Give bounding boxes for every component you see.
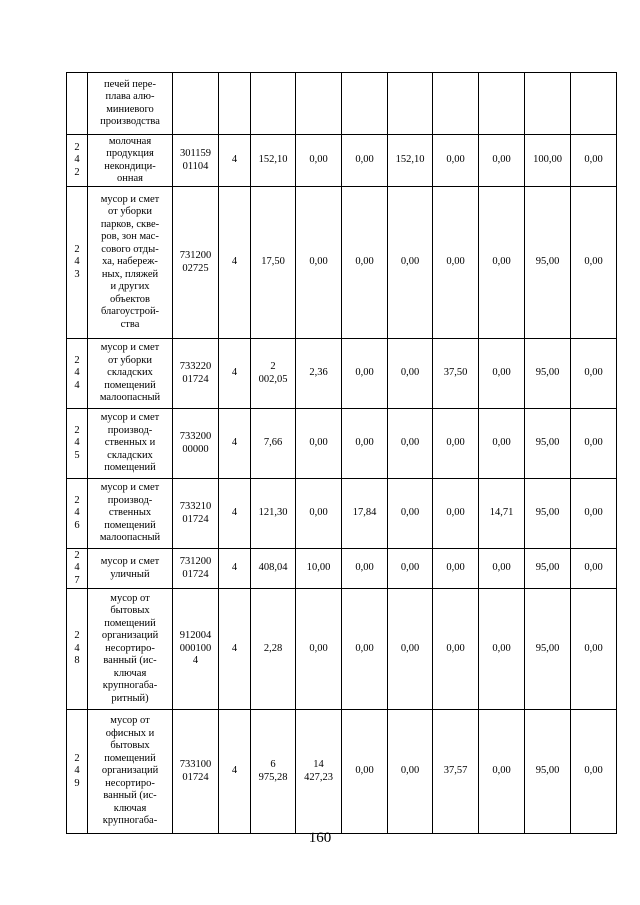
value-cell: 95,00 — [525, 479, 571, 549]
table-row — [67, 710, 617, 834]
row-number: 2 4 9 — [67, 710, 88, 834]
hazard-class: 4 — [219, 187, 251, 339]
fkko-code — [173, 73, 219, 135]
value-cell: 0,00 — [479, 187, 525, 339]
table-row — [67, 549, 617, 589]
fkko-code: 301159 01104 — [173, 135, 219, 187]
table-row — [67, 73, 617, 135]
page-number: 160 — [308, 830, 332, 846]
value-cell: 0,00 — [342, 135, 388, 187]
row-number: 2 4 4 — [67, 339, 88, 409]
waste-name: печей пере- плава алю- миниевого производства — [88, 73, 173, 135]
value-cell: 0,00 — [571, 710, 617, 834]
value-cell: 0,00 — [342, 549, 388, 589]
row-number: 2 4 8 — [67, 589, 88, 710]
value-cell: 0,00 — [342, 589, 388, 710]
value-cell: 0,00 — [388, 339, 433, 409]
table-row — [67, 589, 617, 710]
waste-name: мусор от бытовых помещений организаций несортиро- ванный (ис- ключая крупногаба- ритный) — [88, 589, 173, 710]
row-number: 2 4 5 — [67, 409, 88, 479]
waste-name: мусор и смет производ- ственных помещений малоопасный — [88, 479, 173, 549]
value-cell — [479, 73, 525, 135]
value-cell: 0,00 — [571, 409, 617, 479]
fkko-code: 733210 01724 — [173, 479, 219, 549]
table-row — [67, 135, 617, 187]
hazard-class: 4 — [219, 710, 251, 834]
row-number: 2 4 6 — [67, 479, 88, 549]
waste-name: мусор от офисных и бытовых помещений организаций несортиро- ванный (ис- ключая крупногаба- — [88, 710, 173, 834]
value-cell: 0,00 — [479, 409, 525, 479]
hazard-class: 4 — [219, 339, 251, 409]
value-cell: 17,84 — [342, 479, 388, 549]
value-cell: 0,00 — [388, 479, 433, 549]
value-cell — [525, 73, 571, 135]
value-cell: 14,71 — [479, 479, 525, 549]
value-cell: 37,57 — [433, 710, 479, 834]
value-cell: 95,00 — [525, 187, 571, 339]
value-cell — [571, 73, 617, 135]
value-cell: 2,36 — [296, 339, 342, 409]
waste-name: мусор и смет уличный — [88, 549, 173, 589]
value-cell: 0,00 — [342, 409, 388, 479]
value-cell: 0,00 — [571, 589, 617, 710]
value-cell: 0,00 — [296, 135, 342, 187]
value-cell: 2,28 — [251, 589, 296, 710]
value-cell: 408,04 — [251, 549, 296, 589]
value-cell: 121,30 — [251, 479, 296, 549]
hazard-class: 4 — [219, 589, 251, 710]
value-cell: 152,10 — [251, 135, 296, 187]
value-cell: 0,00 — [571, 339, 617, 409]
row-number — [67, 73, 88, 135]
waste-table — [66, 72, 617, 834]
row-number: 2 4 2 — [67, 135, 88, 187]
value-cell: 0,00 — [296, 589, 342, 710]
value-cell: 0,00 — [388, 710, 433, 834]
row-number: 2 4 3 — [67, 187, 88, 339]
value-cell: 0,00 — [433, 589, 479, 710]
waste-name: мусор и смет производ- ственных и складских помещений — [88, 409, 173, 479]
value-cell: 0,00 — [296, 409, 342, 479]
value-cell: 100,00 — [525, 135, 571, 187]
value-cell: 0,00 — [571, 549, 617, 589]
value-cell: 95,00 — [525, 589, 571, 710]
value-cell: 0,00 — [388, 409, 433, 479]
waste-name: молочная продукция некондици- онная — [88, 135, 173, 187]
value-cell: 152,10 — [388, 135, 433, 187]
table-row — [67, 409, 617, 479]
value-cell: 0,00 — [479, 589, 525, 710]
table-body — [67, 73, 617, 834]
table-row — [67, 479, 617, 549]
hazard-class: 4 — [219, 479, 251, 549]
fkko-code: 733100 01724 — [173, 710, 219, 834]
value-cell — [342, 73, 388, 135]
value-cell: 0,00 — [571, 479, 617, 549]
waste-name: мусор и смет от уборки парков, скве- ров, зон мас- сового отды- ха, набереж- ных, пляжей и других объектов благоустрой- ства — [88, 187, 173, 339]
hazard-class — [219, 73, 251, 135]
row-number: 2 4 7 — [67, 549, 88, 589]
value-cell: 95,00 — [525, 549, 571, 589]
value-cell: 10,00 — [296, 549, 342, 589]
value-cell: 0,00 — [479, 135, 525, 187]
value-cell: 0,00 — [433, 135, 479, 187]
value-cell: 0,00 — [388, 549, 433, 589]
value-cell: 0,00 — [479, 549, 525, 589]
value-cell: 2 002,05 — [251, 339, 296, 409]
value-cell: 0,00 — [342, 339, 388, 409]
value-cell — [251, 73, 296, 135]
value-cell: 0,00 — [571, 135, 617, 187]
value-cell: 17,50 — [251, 187, 296, 339]
fkko-code: 733220 01724 — [173, 339, 219, 409]
fkko-code: 731200 01724 — [173, 549, 219, 589]
value-cell — [433, 73, 479, 135]
table-row — [67, 339, 617, 409]
value-cell: 0,00 — [433, 549, 479, 589]
value-cell: 37,50 — [433, 339, 479, 409]
value-cell: 0,00 — [479, 710, 525, 834]
hazard-class: 4 — [219, 135, 251, 187]
hazard-class: 4 — [219, 409, 251, 479]
value-cell: 0,00 — [342, 710, 388, 834]
value-cell: 95,00 — [525, 339, 571, 409]
value-cell — [388, 73, 433, 135]
value-cell: 0,00 — [388, 589, 433, 710]
value-cell: 0,00 — [433, 409, 479, 479]
value-cell: 0,00 — [296, 187, 342, 339]
value-cell: 0,00 — [388, 187, 433, 339]
waste-name: мусор и смет от уборки складских помещений малоопасный — [88, 339, 173, 409]
value-cell: 0,00 — [342, 187, 388, 339]
value-cell: 0,00 — [571, 187, 617, 339]
fkko-code: 731200 02725 — [173, 187, 219, 339]
value-cell: 0,00 — [433, 479, 479, 549]
hazard-class: 4 — [219, 549, 251, 589]
table-row — [67, 187, 617, 339]
value-cell: 0,00 — [479, 339, 525, 409]
value-cell: 7,66 — [251, 409, 296, 479]
value-cell: 14 427,23 — [296, 710, 342, 834]
value-cell: 0,00 — [296, 479, 342, 549]
value-cell: 0,00 — [433, 187, 479, 339]
fkko-code: 912004 000100 4 — [173, 589, 219, 710]
value-cell: 95,00 — [525, 409, 571, 479]
value-cell: 95,00 — [525, 710, 571, 834]
fkko-code: 733200 00000 — [173, 409, 219, 479]
value-cell: 6 975,28 — [251, 710, 296, 834]
value-cell — [296, 73, 342, 135]
